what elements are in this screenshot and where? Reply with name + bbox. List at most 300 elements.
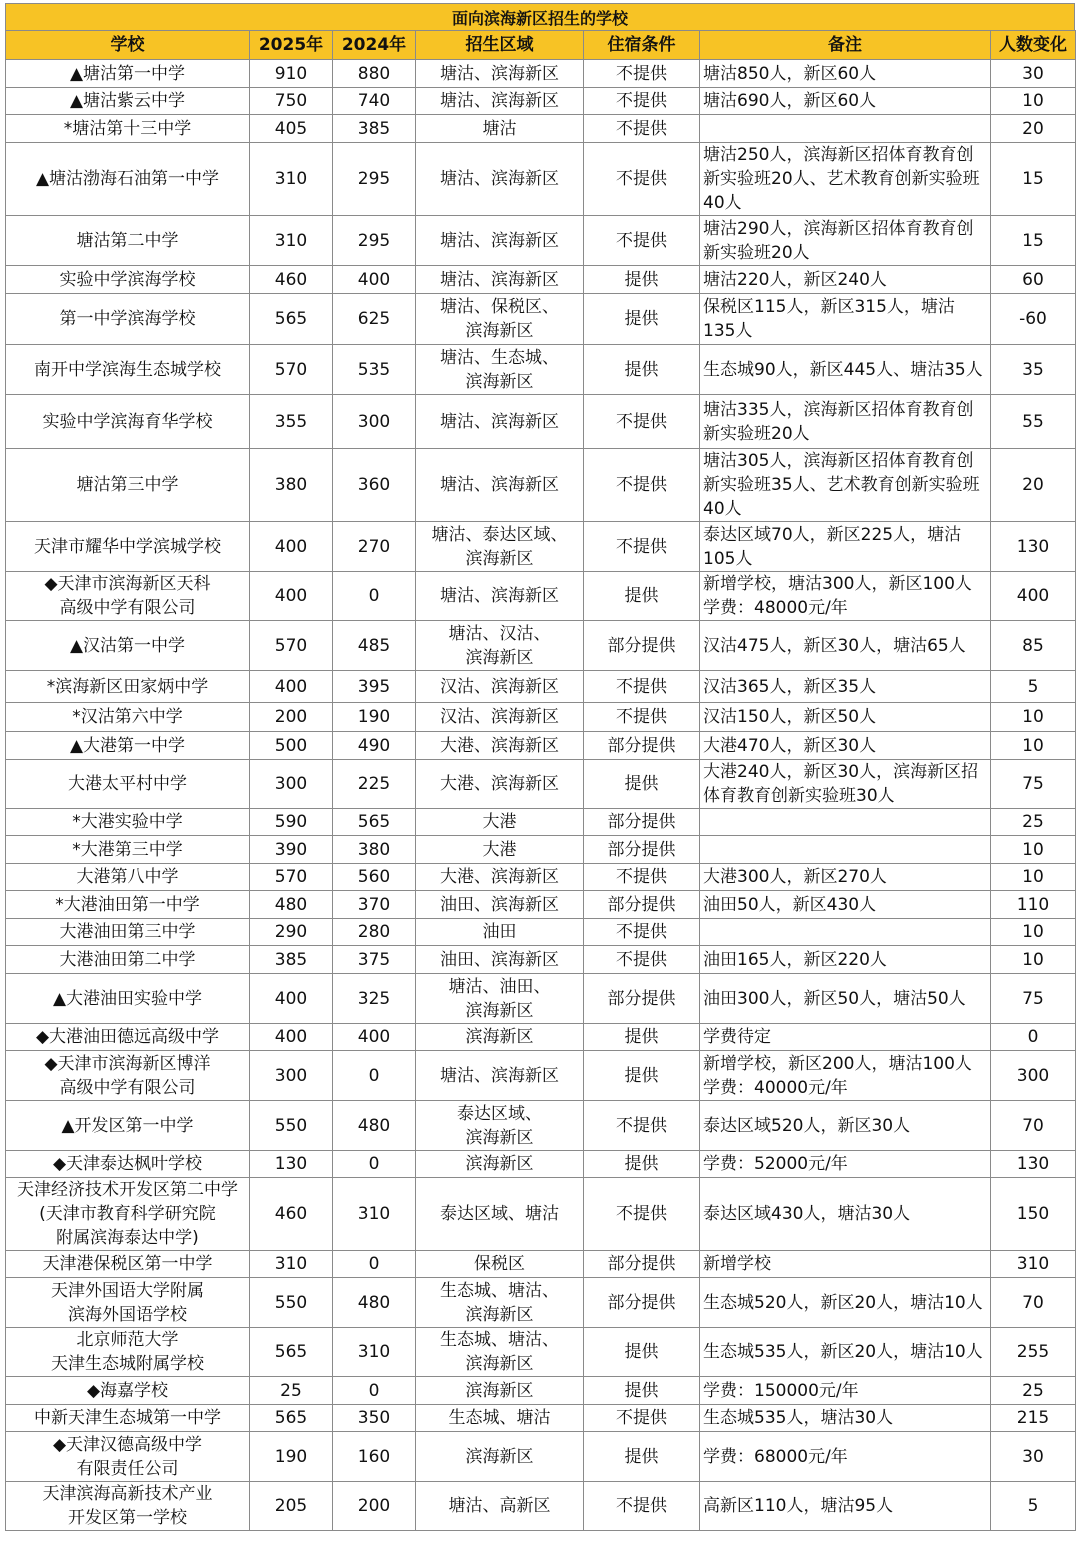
region-cell: 油田、滨海新区 bbox=[416, 946, 584, 974]
count-2024-cell: 350 bbox=[333, 1405, 416, 1432]
school-cell: ▲塘沽第一中学 bbox=[6, 60, 250, 88]
note-cell: 生态城520人，新区20人，塘沽10人 bbox=[700, 1278, 991, 1328]
count-2025-cell: 400 bbox=[250, 572, 333, 621]
region-cell: 汉沽、滨海新区 bbox=[416, 703, 584, 732]
school-cell: *滨海新区田家炳中学 bbox=[6, 671, 250, 703]
header-2024: 2024年 bbox=[333, 31, 416, 60]
count-2024-cell: 380 bbox=[333, 836, 416, 864]
note-cell: 塘沽220人，新区240人 bbox=[700, 266, 991, 294]
dorm-cell: 不提供 bbox=[584, 60, 700, 88]
dorm-cell: 不提供 bbox=[584, 522, 700, 572]
region-cell: 大港 bbox=[416, 809, 584, 836]
table-row bbox=[6, 522, 1076, 572]
count-2024-cell: 375 bbox=[333, 946, 416, 974]
region-cell: 大港、滨海新区 bbox=[416, 760, 584, 809]
table-row bbox=[6, 671, 1076, 703]
header-row bbox=[6, 31, 1076, 60]
change-cell: 15 bbox=[991, 143, 1076, 216]
school-cell: 南开中学滨海生态城学校 bbox=[6, 345, 250, 395]
count-2024-cell: 200 bbox=[333, 1482, 416, 1531]
change-cell: 5 bbox=[991, 671, 1076, 703]
note-cell: 泰达区域430人，塘沽30人 bbox=[700, 1178, 991, 1251]
table-row bbox=[6, 395, 1076, 449]
count-2024-cell: 490 bbox=[333, 732, 416, 760]
count-2025-cell: 500 bbox=[250, 732, 333, 760]
dorm-cell: 不提供 bbox=[584, 88, 700, 115]
note-cell: 汉沽365人，新区35人 bbox=[700, 671, 991, 703]
dorm-cell: 部分提供 bbox=[584, 809, 700, 836]
count-2024-cell: 325 bbox=[333, 974, 416, 1024]
change-cell: 30 bbox=[991, 1432, 1076, 1482]
count-2025-cell: 310 bbox=[250, 216, 333, 266]
dorm-cell: 不提供 bbox=[584, 1178, 700, 1251]
school-cell: *汉沽第六中学 bbox=[6, 703, 250, 732]
school-cell: ◆海嘉学校 bbox=[6, 1377, 250, 1405]
count-2025-cell: 385 bbox=[250, 946, 333, 974]
school-cell: 天津滨海高新技术产业 开发区第一学校 bbox=[6, 1482, 250, 1531]
dorm-cell: 提供 bbox=[584, 266, 700, 294]
region-cell: 塘沽、油田、 滨海新区 bbox=[416, 974, 584, 1024]
count-2025-cell: 300 bbox=[250, 760, 333, 809]
table-row bbox=[6, 1328, 1076, 1377]
note-cell: 塘沽690人，新区60人 bbox=[700, 88, 991, 115]
count-2024-cell: 270 bbox=[333, 522, 416, 572]
change-cell: 300 bbox=[991, 1051, 1076, 1101]
region-cell: 滨海新区 bbox=[416, 1377, 584, 1405]
dorm-cell: 部分提供 bbox=[584, 1251, 700, 1278]
school-cell: 中新天津生态城第一中学 bbox=[6, 1405, 250, 1432]
count-2024-cell: 625 bbox=[333, 294, 416, 345]
dorm-cell: 不提供 bbox=[584, 449, 700, 522]
sheet-title: 面向滨海新区招生的学校 bbox=[5, 3, 1075, 30]
region-cell: 塘沽、滨海新区 bbox=[416, 60, 584, 88]
change-cell: 55 bbox=[991, 395, 1076, 449]
school-cell: *大港实验中学 bbox=[6, 809, 250, 836]
school-cell: 实验中学滨海育华学校 bbox=[6, 395, 250, 449]
dorm-cell: 不提供 bbox=[584, 1482, 700, 1531]
region-cell: 油田、滨海新区 bbox=[416, 891, 584, 919]
table-row bbox=[6, 1151, 1076, 1178]
dorm-cell: 不提供 bbox=[584, 1101, 700, 1151]
change-cell: 400 bbox=[991, 572, 1076, 621]
table-row bbox=[6, 1251, 1076, 1278]
region-cell: 大港 bbox=[416, 836, 584, 864]
note-cell: 大港300人，新区270人 bbox=[700, 864, 991, 891]
note-cell: 汉沽475人，新区30人，塘沽65人 bbox=[700, 621, 991, 671]
change-cell: 110 bbox=[991, 891, 1076, 919]
table-row bbox=[6, 809, 1076, 836]
school-cell: *大港油田第一中学 bbox=[6, 891, 250, 919]
count-2025-cell: 405 bbox=[250, 115, 333, 143]
dorm-cell: 部分提供 bbox=[584, 732, 700, 760]
count-2025-cell: 480 bbox=[250, 891, 333, 919]
change-cell: 70 bbox=[991, 1278, 1076, 1328]
enrollment-sheet bbox=[5, 3, 1075, 1531]
dorm-cell: 部分提供 bbox=[584, 621, 700, 671]
count-2024-cell: 565 bbox=[333, 809, 416, 836]
change-cell: 25 bbox=[991, 809, 1076, 836]
region-cell: 滨海新区 bbox=[416, 1151, 584, 1178]
table-row bbox=[6, 732, 1076, 760]
header-note: 备注 bbox=[700, 31, 991, 60]
region-cell: 塘沽、高新区 bbox=[416, 1482, 584, 1531]
count-2025-cell: 570 bbox=[250, 345, 333, 395]
count-2025-cell: 300 bbox=[250, 1051, 333, 1101]
note-cell: 大港470人，新区30人 bbox=[700, 732, 991, 760]
school-cell: ◆大港油田德远高级中学 bbox=[6, 1024, 250, 1051]
table-row bbox=[6, 1101, 1076, 1151]
count-2024-cell: 485 bbox=[333, 621, 416, 671]
count-2025-cell: 565 bbox=[250, 1405, 333, 1432]
change-cell: 30 bbox=[991, 60, 1076, 88]
dorm-cell: 提供 bbox=[584, 1377, 700, 1405]
region-cell: 泰达区域、 滨海新区 bbox=[416, 1101, 584, 1151]
count-2024-cell: 560 bbox=[333, 864, 416, 891]
dorm-cell: 部分提供 bbox=[584, 1278, 700, 1328]
change-cell: 5 bbox=[991, 1482, 1076, 1531]
count-2025-cell: 570 bbox=[250, 621, 333, 671]
dorm-cell: 部分提供 bbox=[584, 891, 700, 919]
school-cell: 实验中学滨海学校 bbox=[6, 266, 250, 294]
dorm-cell: 不提供 bbox=[584, 395, 700, 449]
count-2025-cell: 570 bbox=[250, 864, 333, 891]
school-cell: ▲大港第一中学 bbox=[6, 732, 250, 760]
count-2025-cell: 190 bbox=[250, 1432, 333, 1482]
count-2024-cell: 740 bbox=[333, 88, 416, 115]
change-cell: 130 bbox=[991, 522, 1076, 572]
change-cell: 0 bbox=[991, 1024, 1076, 1051]
school-cell: 大港太平村中学 bbox=[6, 760, 250, 809]
count-2024-cell: 160 bbox=[333, 1432, 416, 1482]
school-cell: 天津外国语大学附属 滨海外国语学校 bbox=[6, 1278, 250, 1328]
dorm-cell: 部分提供 bbox=[584, 836, 700, 864]
dorm-cell: 提供 bbox=[584, 1151, 700, 1178]
region-cell: 泰达区域、塘沽 bbox=[416, 1178, 584, 1251]
note-cell: 生态城535人，新区20人，塘沽10人 bbox=[700, 1328, 991, 1377]
note-cell: 泰达区域520人，新区30人 bbox=[700, 1101, 991, 1151]
count-2025-cell: 550 bbox=[250, 1101, 333, 1151]
count-2024-cell: 0 bbox=[333, 1377, 416, 1405]
region-cell: 塘沽、生态城、 滨海新区 bbox=[416, 345, 584, 395]
table-row bbox=[6, 1432, 1076, 1482]
table-row bbox=[6, 60, 1076, 88]
count-2024-cell: 295 bbox=[333, 216, 416, 266]
count-2025-cell: 565 bbox=[250, 1328, 333, 1377]
change-cell: 15 bbox=[991, 216, 1076, 266]
count-2025-cell: 460 bbox=[250, 1178, 333, 1251]
count-2025-cell: 290 bbox=[250, 919, 333, 946]
table-row bbox=[6, 1178, 1076, 1251]
region-cell: 大港、滨海新区 bbox=[416, 864, 584, 891]
count-2025-cell: 310 bbox=[250, 1251, 333, 1278]
table-body bbox=[6, 60, 1076, 1531]
change-cell: 85 bbox=[991, 621, 1076, 671]
count-2024-cell: 310 bbox=[333, 1178, 416, 1251]
note-cell: 新增学校 bbox=[700, 1251, 991, 1278]
region-cell: 生态城、塘沽、 滨海新区 bbox=[416, 1328, 584, 1377]
region-cell: 塘沽、滨海新区 bbox=[416, 143, 584, 216]
school-cell: ◆天津泰达枫叶学校 bbox=[6, 1151, 250, 1178]
note-cell: 塘沽305人，滨海新区招体育教育创新实验班35人、艺术教育创新实验班40人 bbox=[700, 449, 991, 522]
table-row bbox=[6, 760, 1076, 809]
note-cell: 油田50人，新区430人 bbox=[700, 891, 991, 919]
school-cell: 第一中学滨海学校 bbox=[6, 294, 250, 345]
table-row bbox=[6, 143, 1076, 216]
school-cell: 天津经济技术开发区第二中学 (天津市教育科学研究院 附属滨海泰达中学) bbox=[6, 1178, 250, 1251]
note-cell bbox=[700, 919, 991, 946]
region-cell: 生态城、塘沽 bbox=[416, 1405, 584, 1432]
dorm-cell: 提供 bbox=[584, 1024, 700, 1051]
dorm-cell: 部分提供 bbox=[584, 974, 700, 1024]
note-cell: 生态城90人，新区445人、塘沽35人 bbox=[700, 345, 991, 395]
change-cell: 75 bbox=[991, 974, 1076, 1024]
dorm-cell: 不提供 bbox=[584, 946, 700, 974]
table-row bbox=[6, 621, 1076, 671]
dorm-cell: 提供 bbox=[584, 760, 700, 809]
region-cell: 塘沽、保税区、 滨海新区 bbox=[416, 294, 584, 345]
table-row bbox=[6, 974, 1076, 1024]
table-row bbox=[6, 891, 1076, 919]
count-2024-cell: 880 bbox=[333, 60, 416, 88]
note-cell: 油田165人，新区220人 bbox=[700, 946, 991, 974]
count-2025-cell: 400 bbox=[250, 671, 333, 703]
dorm-cell: 提供 bbox=[584, 1328, 700, 1377]
change-cell: 10 bbox=[991, 703, 1076, 732]
count-2024-cell: 225 bbox=[333, 760, 416, 809]
count-2024-cell: 400 bbox=[333, 1024, 416, 1051]
count-2025-cell: 910 bbox=[250, 60, 333, 88]
change-cell: 255 bbox=[991, 1328, 1076, 1377]
region-cell: 塘沽、滨海新区 bbox=[416, 572, 584, 621]
count-2024-cell: 0 bbox=[333, 1251, 416, 1278]
note-cell: 塘沽335人，滨海新区招体育教育创新实验班20人 bbox=[700, 395, 991, 449]
count-2024-cell: 385 bbox=[333, 115, 416, 143]
region-cell: 滨海新区 bbox=[416, 1432, 584, 1482]
region-cell: 汉沽、滨海新区 bbox=[416, 671, 584, 703]
region-cell: 塘沽、滨海新区 bbox=[416, 266, 584, 294]
count-2024-cell: 360 bbox=[333, 449, 416, 522]
school-cell: 天津市耀华中学滨城学校 bbox=[6, 522, 250, 572]
dorm-cell: 不提供 bbox=[584, 671, 700, 703]
note-cell: 汉沽150人，新区50人 bbox=[700, 703, 991, 732]
dorm-cell: 不提供 bbox=[584, 703, 700, 732]
change-cell: 70 bbox=[991, 1101, 1076, 1151]
note-cell: 塘沽850人，新区60人 bbox=[700, 60, 991, 88]
change-cell: 35 bbox=[991, 345, 1076, 395]
school-cell: ▲塘沽紫云中学 bbox=[6, 88, 250, 115]
school-cell: ▲大港油田实验中学 bbox=[6, 974, 250, 1024]
change-cell: 215 bbox=[991, 1405, 1076, 1432]
region-cell: 塘沽、滨海新区 bbox=[416, 216, 584, 266]
change-cell: 10 bbox=[991, 946, 1076, 974]
count-2025-cell: 205 bbox=[250, 1482, 333, 1531]
count-2025-cell: 750 bbox=[250, 88, 333, 115]
school-cell: ▲塘沽渤海石油第一中学 bbox=[6, 143, 250, 216]
count-2025-cell: 25 bbox=[250, 1377, 333, 1405]
table-row bbox=[6, 216, 1076, 266]
count-2024-cell: 300 bbox=[333, 395, 416, 449]
school-cell: 天津港保税区第一中学 bbox=[6, 1251, 250, 1278]
count-2025-cell: 400 bbox=[250, 974, 333, 1024]
count-2024-cell: 480 bbox=[333, 1101, 416, 1151]
count-2024-cell: 190 bbox=[333, 703, 416, 732]
change-cell: 20 bbox=[991, 115, 1076, 143]
enrollment-table bbox=[5, 30, 1076, 1531]
table-row bbox=[6, 919, 1076, 946]
table-row bbox=[6, 294, 1076, 345]
note-cell bbox=[700, 115, 991, 143]
note-cell: 保税区115人，新区315人，塘沽135人 bbox=[700, 294, 991, 345]
table-row bbox=[6, 946, 1076, 974]
count-2024-cell: 0 bbox=[333, 572, 416, 621]
count-2025-cell: 355 bbox=[250, 395, 333, 449]
school-cell: ◆天津汉德高级中学 有限责任公司 bbox=[6, 1432, 250, 1482]
count-2025-cell: 390 bbox=[250, 836, 333, 864]
change-cell: 10 bbox=[991, 836, 1076, 864]
table-row bbox=[6, 449, 1076, 522]
note-cell: 学费：68000元/年 bbox=[700, 1432, 991, 1482]
note-cell: 学费：150000元/年 bbox=[700, 1377, 991, 1405]
note-cell: 新增学校，新区200人，塘沽100人学费：40000元/年 bbox=[700, 1051, 991, 1101]
table-row bbox=[6, 572, 1076, 621]
dorm-cell: 不提供 bbox=[584, 919, 700, 946]
school-cell: 大港油田第三中学 bbox=[6, 919, 250, 946]
table-row bbox=[6, 836, 1076, 864]
table-row bbox=[6, 1024, 1076, 1051]
count-2024-cell: 535 bbox=[333, 345, 416, 395]
school-cell: 大港油田第二中学 bbox=[6, 946, 250, 974]
count-2024-cell: 310 bbox=[333, 1328, 416, 1377]
region-cell: 塘沽、滨海新区 bbox=[416, 395, 584, 449]
count-2025-cell: 590 bbox=[250, 809, 333, 836]
count-2024-cell: 400 bbox=[333, 266, 416, 294]
change-cell: 310 bbox=[991, 1251, 1076, 1278]
table-row bbox=[6, 1278, 1076, 1328]
change-cell: 20 bbox=[991, 449, 1076, 522]
change-cell: 10 bbox=[991, 864, 1076, 891]
count-2025-cell: 550 bbox=[250, 1278, 333, 1328]
count-2025-cell: 380 bbox=[250, 449, 333, 522]
count-2025-cell: 460 bbox=[250, 266, 333, 294]
school-cell: 塘沽第二中学 bbox=[6, 216, 250, 266]
school-cell: ▲开发区第一中学 bbox=[6, 1101, 250, 1151]
count-2024-cell: 280 bbox=[333, 919, 416, 946]
region-cell: 生态城、塘沽、 滨海新区 bbox=[416, 1278, 584, 1328]
note-cell bbox=[700, 836, 991, 864]
dorm-cell: 提供 bbox=[584, 1051, 700, 1101]
count-2025-cell: 310 bbox=[250, 143, 333, 216]
count-2024-cell: 370 bbox=[333, 891, 416, 919]
count-2025-cell: 565 bbox=[250, 294, 333, 345]
region-cell: 塘沽、滨海新区 bbox=[416, 88, 584, 115]
dorm-cell: 提供 bbox=[584, 345, 700, 395]
header-dorm: 住宿条件 bbox=[584, 31, 700, 60]
table-row bbox=[6, 1482, 1076, 1531]
dorm-cell: 不提供 bbox=[584, 864, 700, 891]
region-cell: 塘沽 bbox=[416, 115, 584, 143]
note-cell: 泰达区域70人，新区225人，塘沽105人 bbox=[700, 522, 991, 572]
dorm-cell: 提供 bbox=[584, 1432, 700, 1482]
count-2025-cell: 400 bbox=[250, 1024, 333, 1051]
change-cell: 25 bbox=[991, 1377, 1076, 1405]
dorm-cell: 不提供 bbox=[584, 143, 700, 216]
change-cell: 75 bbox=[991, 760, 1076, 809]
change-cell: 60 bbox=[991, 266, 1076, 294]
count-2025-cell: 130 bbox=[250, 1151, 333, 1178]
change-cell: 10 bbox=[991, 732, 1076, 760]
header-school: 学校 bbox=[6, 31, 250, 60]
table-row bbox=[6, 115, 1076, 143]
region-cell: 大港、滨海新区 bbox=[416, 732, 584, 760]
note-cell bbox=[700, 809, 991, 836]
note-cell: 大港240人，新区30人，滨海新区招体育教育创新实验班30人 bbox=[700, 760, 991, 809]
table-row bbox=[6, 88, 1076, 115]
count-2024-cell: 0 bbox=[333, 1151, 416, 1178]
region-cell: 塘沽、滨海新区 bbox=[416, 449, 584, 522]
count-2025-cell: 200 bbox=[250, 703, 333, 732]
school-cell: 塘沽第三中学 bbox=[6, 449, 250, 522]
dorm-cell: 提供 bbox=[584, 572, 700, 621]
header-2025: 2025年 bbox=[250, 31, 333, 60]
region-cell: 保税区 bbox=[416, 1251, 584, 1278]
school-cell: ◆天津市滨海新区天科 高级中学有限公司 bbox=[6, 572, 250, 621]
region-cell: 塘沽、滨海新区 bbox=[416, 1051, 584, 1101]
note-cell: 学费待定 bbox=[700, 1024, 991, 1051]
count-2024-cell: 295 bbox=[333, 143, 416, 216]
change-cell: 10 bbox=[991, 88, 1076, 115]
table-row bbox=[6, 864, 1076, 891]
school-cell: 大港第八中学 bbox=[6, 864, 250, 891]
dorm-cell: 不提供 bbox=[584, 115, 700, 143]
count-2024-cell: 480 bbox=[333, 1278, 416, 1328]
dorm-cell: 不提供 bbox=[584, 1405, 700, 1432]
dorm-cell: 提供 bbox=[584, 294, 700, 345]
region-cell: 油田 bbox=[416, 919, 584, 946]
change-cell: -60 bbox=[991, 294, 1076, 345]
region-cell: 滨海新区 bbox=[416, 1024, 584, 1051]
change-cell: 150 bbox=[991, 1178, 1076, 1251]
count-2025-cell: 400 bbox=[250, 522, 333, 572]
dorm-cell: 不提供 bbox=[584, 216, 700, 266]
region-cell: 塘沽、泰达区域、 滨海新区 bbox=[416, 522, 584, 572]
school-cell: ◆天津市滨海新区博洋 高级中学有限公司 bbox=[6, 1051, 250, 1101]
note-cell: 油田300人，新区50人，塘沽50人 bbox=[700, 974, 991, 1024]
header-region: 招生区域 bbox=[416, 31, 584, 60]
change-cell: 10 bbox=[991, 919, 1076, 946]
table-row bbox=[6, 1405, 1076, 1432]
change-cell: 130 bbox=[991, 1151, 1076, 1178]
note-cell: 新增学校，塘沽300人，新区100人学费：48000元/年 bbox=[700, 572, 991, 621]
count-2024-cell: 395 bbox=[333, 671, 416, 703]
school-cell: ▲汉沽第一中学 bbox=[6, 621, 250, 671]
note-cell: 塘沽250人，滨海新区招体育教育创新实验班20人、艺术教育创新实验班40人 bbox=[700, 143, 991, 216]
note-cell: 生态城535人，塘沽30人 bbox=[700, 1405, 991, 1432]
table-row bbox=[6, 1377, 1076, 1405]
school-cell: 北京师范大学 天津生态城附属学校 bbox=[6, 1328, 250, 1377]
note-cell: 塘沽290人，滨海新区招体育教育创新实验班20人 bbox=[700, 216, 991, 266]
table-row bbox=[6, 1051, 1076, 1101]
table-row bbox=[6, 703, 1076, 732]
table-row bbox=[6, 345, 1076, 395]
school-cell: *塘沽第十三中学 bbox=[6, 115, 250, 143]
note-cell: 高新区110人，塘沽95人 bbox=[700, 1482, 991, 1531]
note-cell: 学费：52000元/年 bbox=[700, 1151, 991, 1178]
table-row bbox=[6, 266, 1076, 294]
header-change: 人数变化 bbox=[991, 31, 1076, 60]
school-cell: *大港第三中学 bbox=[6, 836, 250, 864]
count-2024-cell: 0 bbox=[333, 1051, 416, 1101]
region-cell: 塘沽、汉沽、 滨海新区 bbox=[416, 621, 584, 671]
